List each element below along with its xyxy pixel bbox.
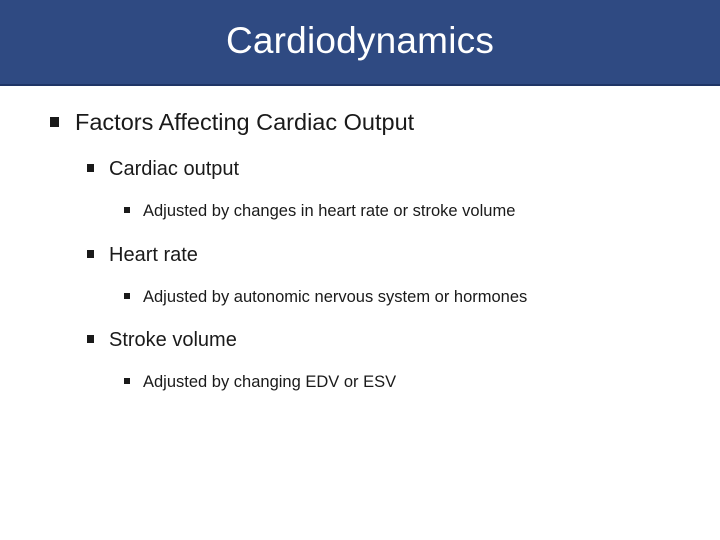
- title-bar: [0, 0, 720, 86]
- square-bullet-icon: [124, 293, 130, 299]
- slide-title: Cardiodynamics: [225, 20, 495, 61]
- list-item-detail: [124, 288, 527, 307]
- square-bullet-icon: [87, 335, 94, 343]
- square-bullet-icon: [87, 164, 94, 172]
- square-bullet-icon: [87, 250, 94, 258]
- square-bullet-icon: [124, 207, 130, 213]
- list-item-detail-text: Adjusted by changes in heart rate or stroke volume: [143, 202, 516, 220]
- list-item-label: Heart rate: [109, 244, 198, 266]
- heading-bullet: [50, 109, 414, 136]
- list-item-detail: [124, 373, 396, 392]
- list-item-label: Stroke volume: [109, 329, 237, 351]
- heading-text: Factors Affecting Cardiac Output: [75, 109, 415, 135]
- list-item: [87, 244, 198, 267]
- square-bullet-icon: [124, 378, 130, 384]
- list-item-detail-text: Adjusted by autonomic nervous system or hormones: [143, 288, 528, 306]
- square-bullet-icon: [50, 117, 59, 127]
- list-item: [87, 158, 239, 181]
- list-item-label: Cardiac output: [109, 158, 240, 180]
- list-item-detail: [124, 202, 515, 221]
- list-item-detail-text: Adjusted by changing EDV or ESV: [143, 373, 397, 391]
- list-item: [87, 329, 237, 352]
